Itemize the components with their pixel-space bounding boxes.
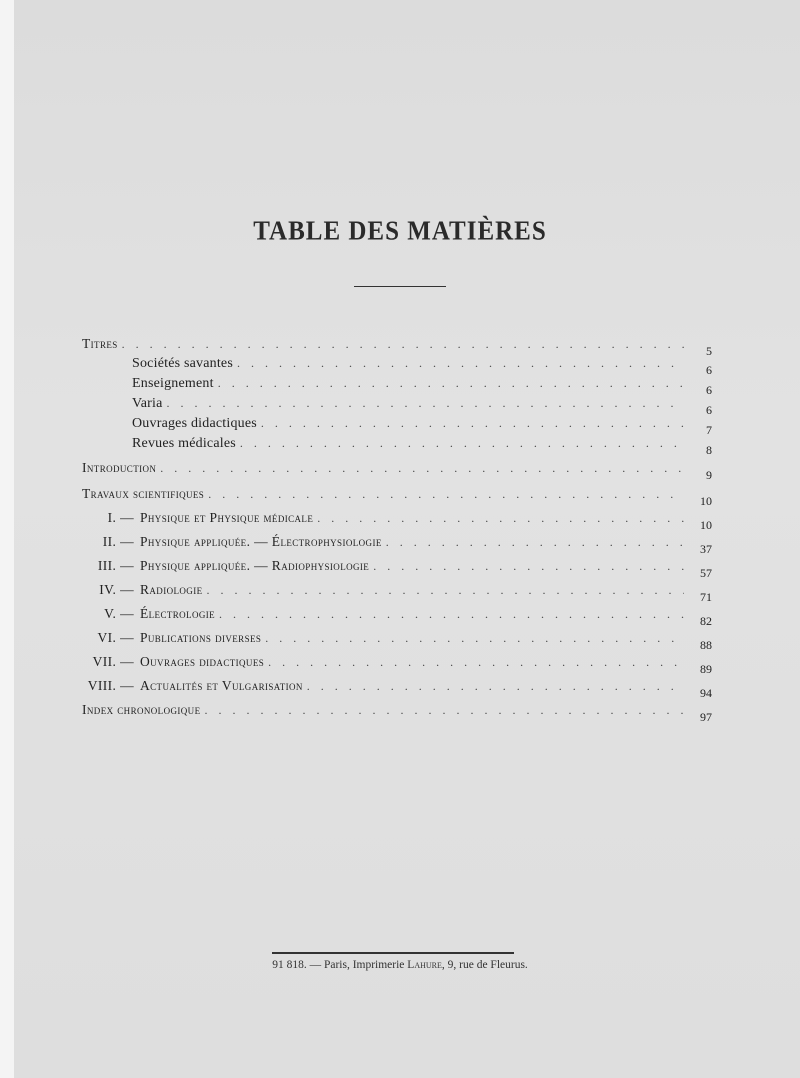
toc-entry-page: 10 <box>700 494 712 508</box>
toc-entry-label <box>82 336 118 352</box>
page-edge <box>0 0 14 1078</box>
toc-entry-label <box>82 702 200 718</box>
toc-entry-number: IV. — <box>99 582 134 597</box>
toc-entry <box>82 510 712 530</box>
toc-entry-label <box>82 654 264 670</box>
toc-entry-number: VIII. — <box>87 678 134 693</box>
toc-entry <box>82 460 712 480</box>
dot-leader <box>122 337 684 352</box>
toc-entry <box>82 630 712 650</box>
dot-leader <box>218 376 684 391</box>
footer-printer: Lahure <box>407 959 442 971</box>
toc-entry-label <box>82 630 261 646</box>
toc-entry-page: 88 <box>700 638 712 652</box>
toc-entry-number: VII. — <box>92 654 134 669</box>
toc-entry-page: 6 <box>706 363 712 377</box>
toc-entry-page: 6 <box>706 403 712 417</box>
toc-entry-text: Travaux scientifiques <box>82 486 205 501</box>
dot-leader <box>268 655 684 670</box>
footer-rule <box>272 952 514 954</box>
toc-entry-text: Ouvrages didactiques <box>132 416 257 431</box>
dot-leader <box>167 396 684 411</box>
toc-entry-label <box>132 416 257 432</box>
toc-entry <box>82 654 712 674</box>
toc-entry-page: 6 <box>706 383 712 397</box>
toc-entry-label <box>82 510 313 526</box>
toc-entry-label <box>82 558 369 574</box>
toc-entry-label <box>82 678 303 694</box>
toc-entry <box>82 558 712 578</box>
toc-entry-text: Titres <box>82 336 118 351</box>
toc-entry-text: Électrologie <box>140 606 216 621</box>
page-title: TABLE DES MATIÈRES <box>253 216 547 247</box>
toc-entry-text: Enseignement <box>132 376 214 391</box>
toc-entry <box>82 416 712 436</box>
toc-entry <box>82 702 712 722</box>
footer-code: 91 818. — <box>272 959 322 971</box>
dot-leader <box>207 583 685 598</box>
toc-entry <box>82 534 712 554</box>
dot-leader <box>160 461 684 476</box>
dot-leader <box>317 511 684 526</box>
toc-entry-number: VI. — <box>97 630 134 645</box>
toc-entry-text: Revues médicales <box>132 436 236 451</box>
toc-entry-label <box>82 534 382 550</box>
toc-entry-page: 7 <box>706 423 712 437</box>
toc-entry-label <box>82 582 203 598</box>
toc-entry-text: Introduction <box>82 460 157 475</box>
toc-entry <box>82 582 712 602</box>
toc-entry-label <box>82 486 204 502</box>
toc-entry-page: 37 <box>700 542 712 556</box>
toc-entry-page: 9 <box>706 468 712 482</box>
toc-entry <box>82 356 712 376</box>
toc-entry-label <box>132 436 236 452</box>
toc-entry-page: 82 <box>700 614 712 628</box>
dot-leader <box>307 679 684 694</box>
toc-entry-label <box>132 356 233 372</box>
toc-entry-page: 71 <box>700 590 712 604</box>
toc-entry <box>82 396 712 416</box>
toc-entry <box>82 436 712 456</box>
toc-entry-text: Index chronologique <box>82 702 201 717</box>
dot-leader <box>261 416 684 431</box>
dot-leader <box>373 559 684 574</box>
toc-entry-text: Publications diverses <box>140 630 262 645</box>
toc-entry <box>82 606 712 626</box>
title-rule <box>354 286 446 287</box>
toc-entry-page: 89 <box>700 662 712 676</box>
toc-entry-number: II. — <box>102 534 134 549</box>
footer-text-after: , 9, rue de Fleurus. <box>441 959 528 971</box>
toc-entry <box>82 678 712 698</box>
toc-entry-text: Ouvrages didactiques <box>140 654 265 669</box>
toc-entry-page: 94 <box>700 686 712 700</box>
toc-entry-page: 57 <box>700 566 712 580</box>
toc-entry-page: 10 <box>700 518 712 532</box>
toc-entry-text: Physique appliquée. — Radiophysiologie <box>140 558 370 573</box>
toc-entry <box>82 336 712 356</box>
toc-entry-number: III. — <box>97 558 134 573</box>
toc-entry-page: 97 <box>700 710 712 724</box>
toc-entry <box>82 376 712 396</box>
toc-entry-text: Actualités et Vulgarisation <box>140 678 303 693</box>
dot-leader <box>204 703 684 718</box>
toc-entry-label <box>82 606 215 622</box>
footer-text-before: Paris, Imprimerie <box>323 959 405 971</box>
toc-entry-text: Varia <box>132 396 163 411</box>
toc-entry-label <box>132 376 214 392</box>
toc-entry-text: Sociétés savantes <box>132 356 233 371</box>
dot-leader <box>240 436 684 451</box>
toc-entry-text: Physique appliquée. — Électrophysiologie <box>140 534 382 549</box>
dot-leader <box>219 607 684 622</box>
toc-entry-page: 5 <box>706 344 712 358</box>
toc-entry-label <box>132 396 163 412</box>
dot-leader <box>386 535 684 550</box>
toc-entry-label <box>82 460 156 476</box>
dot-leader <box>208 487 684 502</box>
printer-footer <box>0 959 800 971</box>
dot-leader <box>265 631 684 646</box>
toc-entry-text: Radiologie <box>140 582 203 597</box>
toc-entry <box>82 486 712 506</box>
toc-entry-number: V. — <box>104 606 134 621</box>
toc-entry-text: Physique et Physique médicale <box>140 510 314 525</box>
dot-leader <box>237 356 684 371</box>
toc-entry-page: 8 <box>706 443 712 457</box>
toc-entry-number: I. — <box>107 510 134 525</box>
